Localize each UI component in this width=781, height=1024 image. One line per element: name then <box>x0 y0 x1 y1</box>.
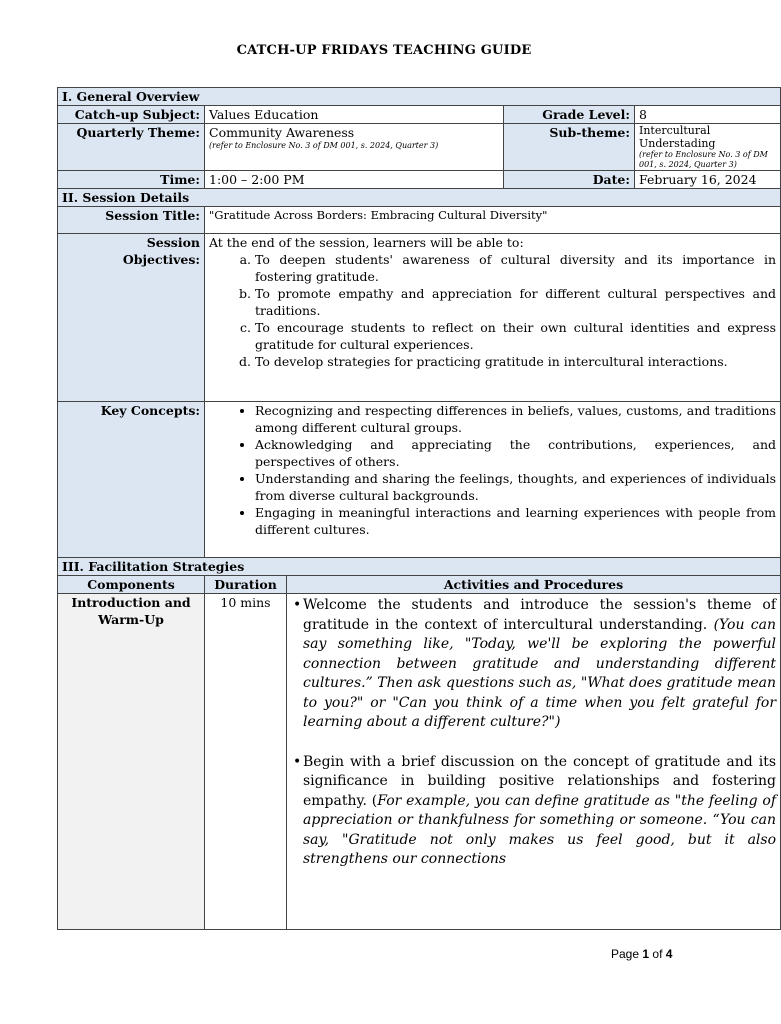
activity-1-example: (You can say something like, "Today, we'll be exploring the powerful connection between gratitude and understanding different cultures.” Then ask questions such as, "What does gratitude mean to you?" or "Can you think of a time when you felt grateful for learning about a different culture?") <box>303 616 777 730</box>
bullet-icon: • <box>293 753 302 770</box>
key-concepts-label: Key Concepts: <box>58 402 205 558</box>
page-number: 1 <box>642 947 650 961</box>
page-word: Page <box>611 947 640 961</box>
objectives-cell <box>205 234 781 402</box>
date-value: February 16, 2024 <box>635 171 781 189</box>
of-word: of <box>652 947 663 961</box>
col-duration: Duration <box>205 576 287 594</box>
objectives-label-line1: Session <box>146 235 200 250</box>
grade-value: 8 <box>635 106 781 124</box>
session-title-value: "Gratitude Across Borders: Embracing Cultural Diversity" <box>205 207 781 234</box>
bullet-icon: • <box>293 597 302 613</box>
page-total: 4 <box>665 947 673 961</box>
key-concepts-cell <box>205 402 781 558</box>
time-label: Time: <box>58 171 205 189</box>
objective-item: a. To deepen students' awareness of cultural diversity and its importance in fostering gratitude. <box>255 251 776 285</box>
concept-item: • Acknowledging and appreciating the contributions, experiences, and perspectives of others. <box>255 436 776 470</box>
concept-item: • Engaging in meaningful interactions and learning experiences with people from different cultures. <box>255 504 776 538</box>
time-value: 1:00 – 2:00 PM <box>205 171 504 189</box>
section-general-overview: I. General Overview <box>58 88 781 106</box>
key-concepts-list <box>209 402 776 538</box>
objectives-label <box>58 234 205 402</box>
subtheme-note: (refer to Enclosure No. 3 of DM 001, s. 2024, Quarter 3) <box>639 150 768 169</box>
objective-item: c. To encourage students to reflect on their own cultural identities and express gratitude for cultural experiences. <box>255 319 776 353</box>
date-label: Date: <box>504 171 635 189</box>
objectives-intro: At the end of the session, learners will be able to: <box>209 235 524 250</box>
objective-item: b. To promote empathy and appreciation for different cultural perspectives and traditions. <box>255 285 776 319</box>
concept-item: • Understanding and sharing the feelings, thoughts, and experiences of individuals from diverse cultural backgrounds. <box>255 470 776 504</box>
teaching-guide-table <box>57 87 781 930</box>
objectives-list <box>209 251 776 370</box>
component-intro: Introduction and Warm-Up <box>58 594 205 930</box>
activity-1-text: Welcome the students and introduce the session's theme of gratitude in the context of intercultural understanding. <box>303 597 777 633</box>
col-components: Components <box>58 576 205 594</box>
objective-item: d. To develop strategies for practicing gratitude in intercultural interactions. <box>255 353 776 370</box>
objectives-label-line2: Objectives: <box>122 252 200 267</box>
theme-note: (refer to Enclosure No. 3 of DM 001, s. 2024, Quarter 3) <box>209 141 439 150</box>
document-title: CATCH-UP FRIDAYS TEACHING GUIDE <box>236 43 532 58</box>
theme-value: Community Awareness <box>209 125 355 140</box>
col-activities: Activities and Procedures <box>287 576 781 594</box>
subtheme-cell <box>635 124 781 171</box>
theme-label: Quarterly Theme: <box>58 124 205 171</box>
duration-intro: 10 mins <box>205 594 287 930</box>
page-footer <box>611 947 672 961</box>
grade-label: Grade Level: <box>504 106 635 124</box>
subtheme-label: Sub-theme: <box>504 124 635 171</box>
concept-item: • Recognizing and respecting differences in beliefs, values, customs, and traditions among different cultural groups. <box>255 402 776 436</box>
section-facilitation: III. Facilitation Strategies <box>58 558 781 576</box>
activity-2-text: Begin with a brief discussion on the concept of gratitude and its significance in building positive relationships and fostering empathy. ( <box>303 753 777 809</box>
section-session-details: II. Session Details <box>58 189 781 207</box>
theme-cell <box>205 124 504 171</box>
activity-2-example: For example, you can define gratitude as "the feeling of appreciation or thankfulness for something or someone. “You can say, "Gratitude not only makes us feel good, but it also strengthens our connections <box>303 792 777 867</box>
activities-cell <box>287 594 781 930</box>
subject-label: Catch-up Subject: <box>58 106 205 124</box>
subtheme-value: Intercultural Understading <box>639 124 716 150</box>
activity-item <box>293 596 776 733</box>
activity-item <box>293 753 776 870</box>
subject-value: Values Education <box>205 106 504 124</box>
session-title-label: Session Title: <box>58 207 205 234</box>
